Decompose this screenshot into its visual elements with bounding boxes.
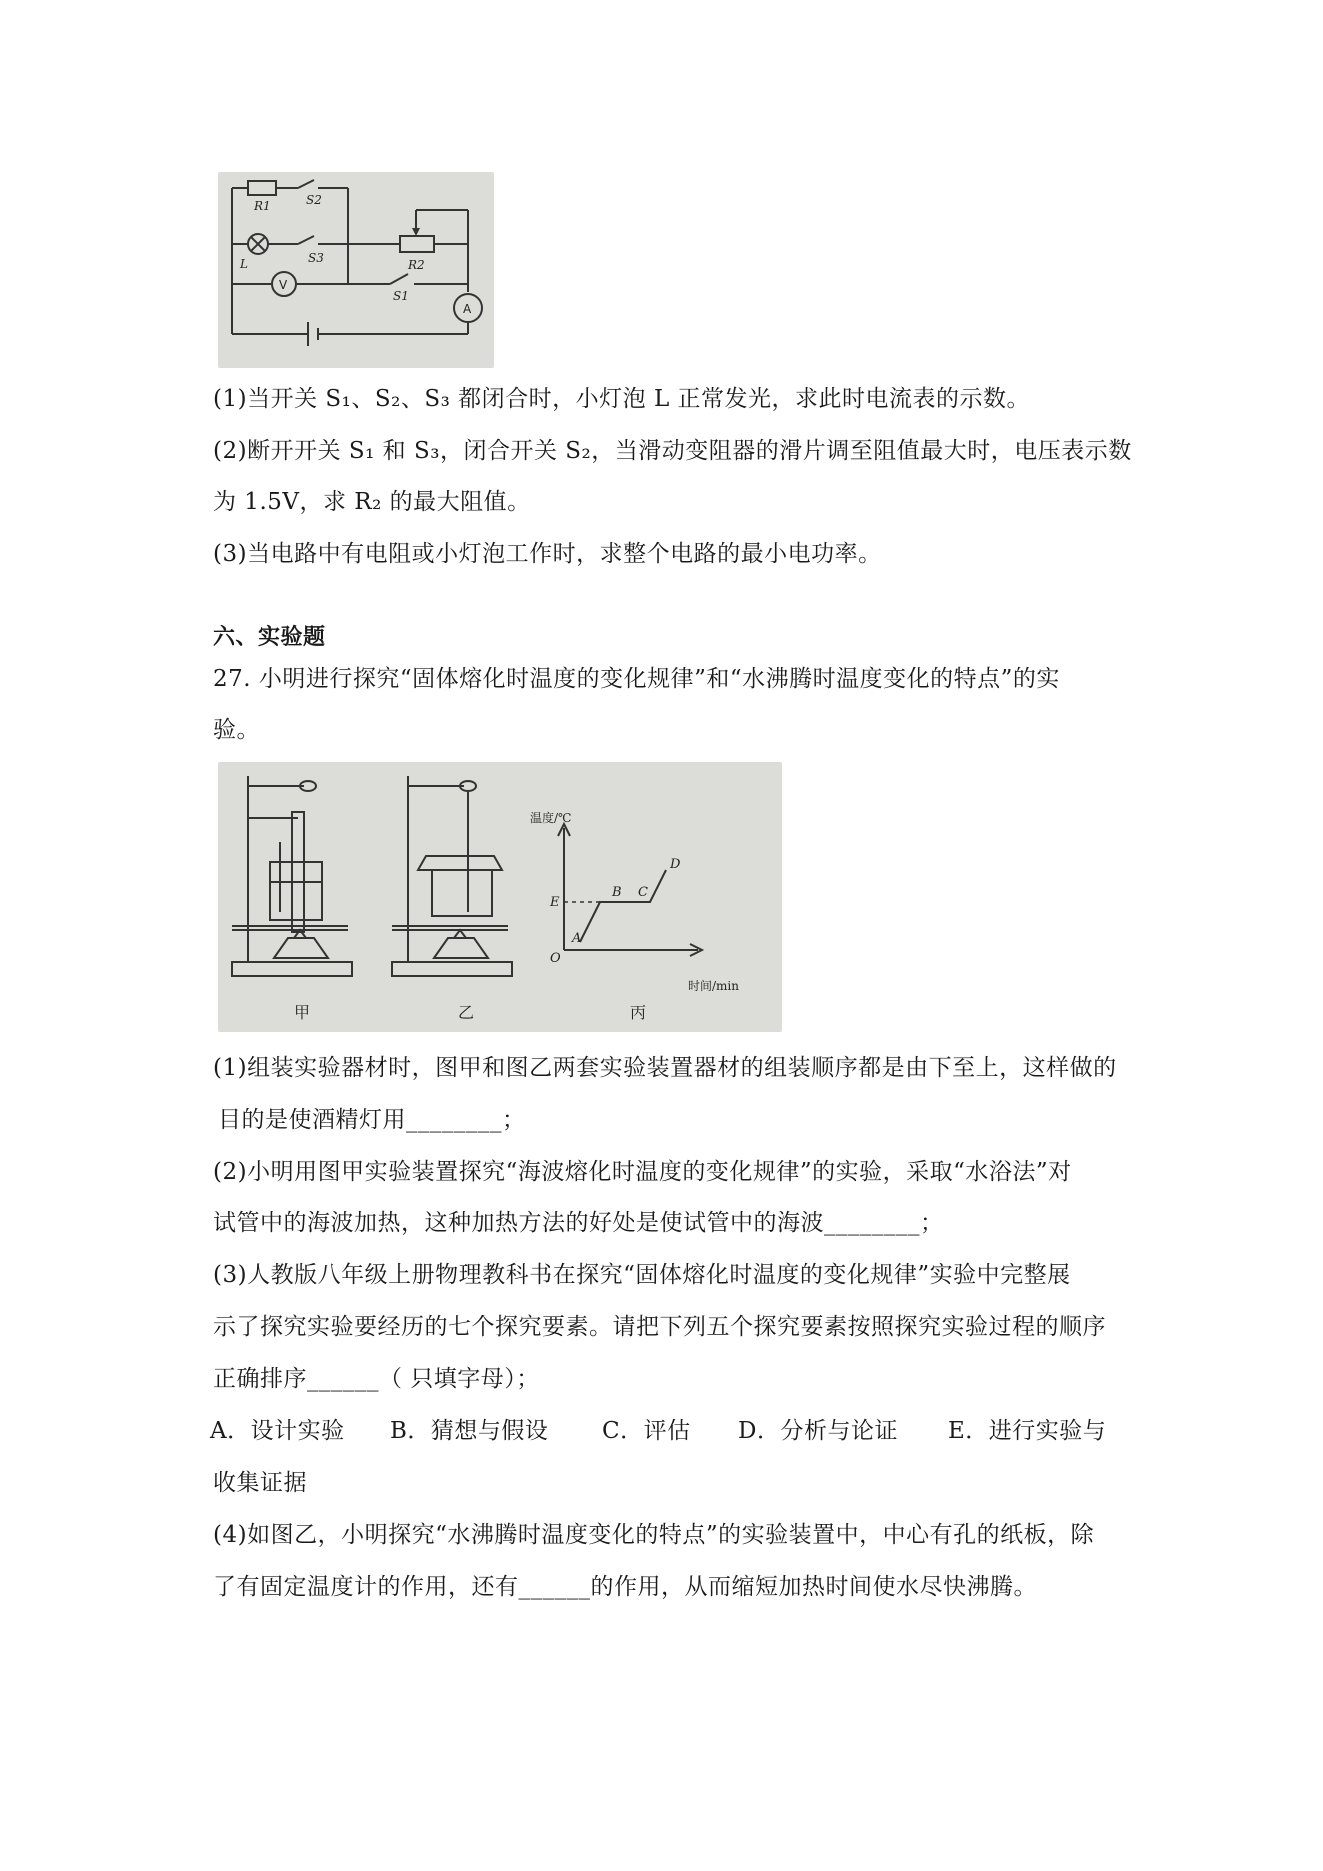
q27-part3-line1: (3)人教版八年级上册物理教科书在探究“固体熔化时温度的变化规律”实验中完整展 bbox=[213, 1262, 1071, 1288]
label-s3: S3 bbox=[308, 251, 324, 265]
q27-stem-line1: 27. 小明进行探究“固体熔化时温度的变化规律”和“水沸腾时温度变化的特点”的实 bbox=[213, 666, 1060, 692]
label-l: L bbox=[240, 257, 248, 271]
option-a: A．设计实验 bbox=[210, 1418, 345, 1444]
option-c: C．评估 bbox=[602, 1418, 691, 1444]
q26-part2-line2: 为 1.5V，求 R₂ 的最大阻值。 bbox=[213, 489, 531, 515]
q27-stem-line2: 验。 bbox=[213, 717, 260, 743]
label-yi: 乙 bbox=[458, 1003, 475, 1022]
point-b: B bbox=[612, 885, 622, 900]
q27-part4-line2: 了有固定温度计的作用，还有______的作用，从而缩短加热时间使水尽快沸腾。 bbox=[213, 1574, 1037, 1600]
experiment-figure bbox=[218, 762, 782, 1032]
q27-part2-line1: (2)小明用图甲实验装置探究“海波熔化时温度的变化规律”的实验，采取“水浴法”对 bbox=[213, 1159, 1072, 1185]
q27-part4-line1: (4)如图乙，小明探究“水沸腾时温度变化的特点”的实验装置中，中心有孔的纸板，除 bbox=[213, 1522, 1095, 1548]
label-r2: R2 bbox=[408, 258, 425, 272]
graph-ylabel: 温度/℃ bbox=[530, 811, 572, 825]
point-e: E bbox=[550, 895, 560, 910]
q26-part2-line1: (2)断开开关 S₁ 和 S₃，闭合开关 S₂，当滑动变阻器的滑片调至阻值最大时，电压表示数 bbox=[213, 438, 1132, 464]
option-d: D．分析与论证 bbox=[738, 1418, 898, 1444]
origin-label: O bbox=[550, 951, 561, 966]
point-a: A bbox=[572, 931, 582, 946]
section-title: 六、实验题 bbox=[213, 625, 326, 650]
q27-options-continued: 收集证据 bbox=[213, 1470, 307, 1496]
point-c: C bbox=[638, 885, 648, 900]
label-jia: 甲 bbox=[294, 1003, 311, 1022]
q26-part1: (1)当开关 S₁、S₂、S₃ 都闭合时，小灯泡 L 正常发光，求此时电流表的示数。 bbox=[213, 386, 1031, 412]
circuit-drawing bbox=[218, 172, 494, 368]
label-s1: S1 bbox=[393, 289, 409, 303]
label-bing: 丙 bbox=[630, 1003, 647, 1022]
q27-part3-line2: 示了探究实验要经历的七个探究要素。请把下列五个探究要素按照探究实验过程的顺序 bbox=[213, 1314, 1106, 1340]
experiment-drawing bbox=[218, 762, 782, 1032]
q27-part1-line2: 目的是使酒精灯用________； bbox=[218, 1107, 526, 1133]
label-s2: S2 bbox=[306, 193, 322, 207]
option-b: B．猜想与假设 bbox=[390, 1418, 549, 1444]
label-voltmeter: V bbox=[279, 278, 288, 292]
q26-part3: (3)当电路中有电阻或小灯泡工作时，求整个电路的最小电功率。 bbox=[213, 541, 882, 567]
q27-part1-line1: (1)组装实验器材时，图甲和图乙两套实验装置器材的组装顺序都是由下至上，这样做的 bbox=[213, 1055, 1117, 1081]
q27-part2-line2: 试管中的海波加热，这种加热方法的好处是使试管中的海波________； bbox=[213, 1210, 944, 1236]
q27-options bbox=[210, 1416, 1106, 1446]
q27-part3-line3: 正确排序______（ 只填字母）； bbox=[213, 1366, 540, 1392]
circuit-diagram bbox=[218, 172, 494, 368]
option-e: E．进行实验与 bbox=[948, 1418, 1107, 1444]
graph-xlabel: 时间/min bbox=[688, 979, 739, 993]
point-d: D bbox=[670, 857, 681, 872]
label-ammeter: A bbox=[463, 302, 472, 316]
label-r1: R1 bbox=[254, 199, 271, 213]
